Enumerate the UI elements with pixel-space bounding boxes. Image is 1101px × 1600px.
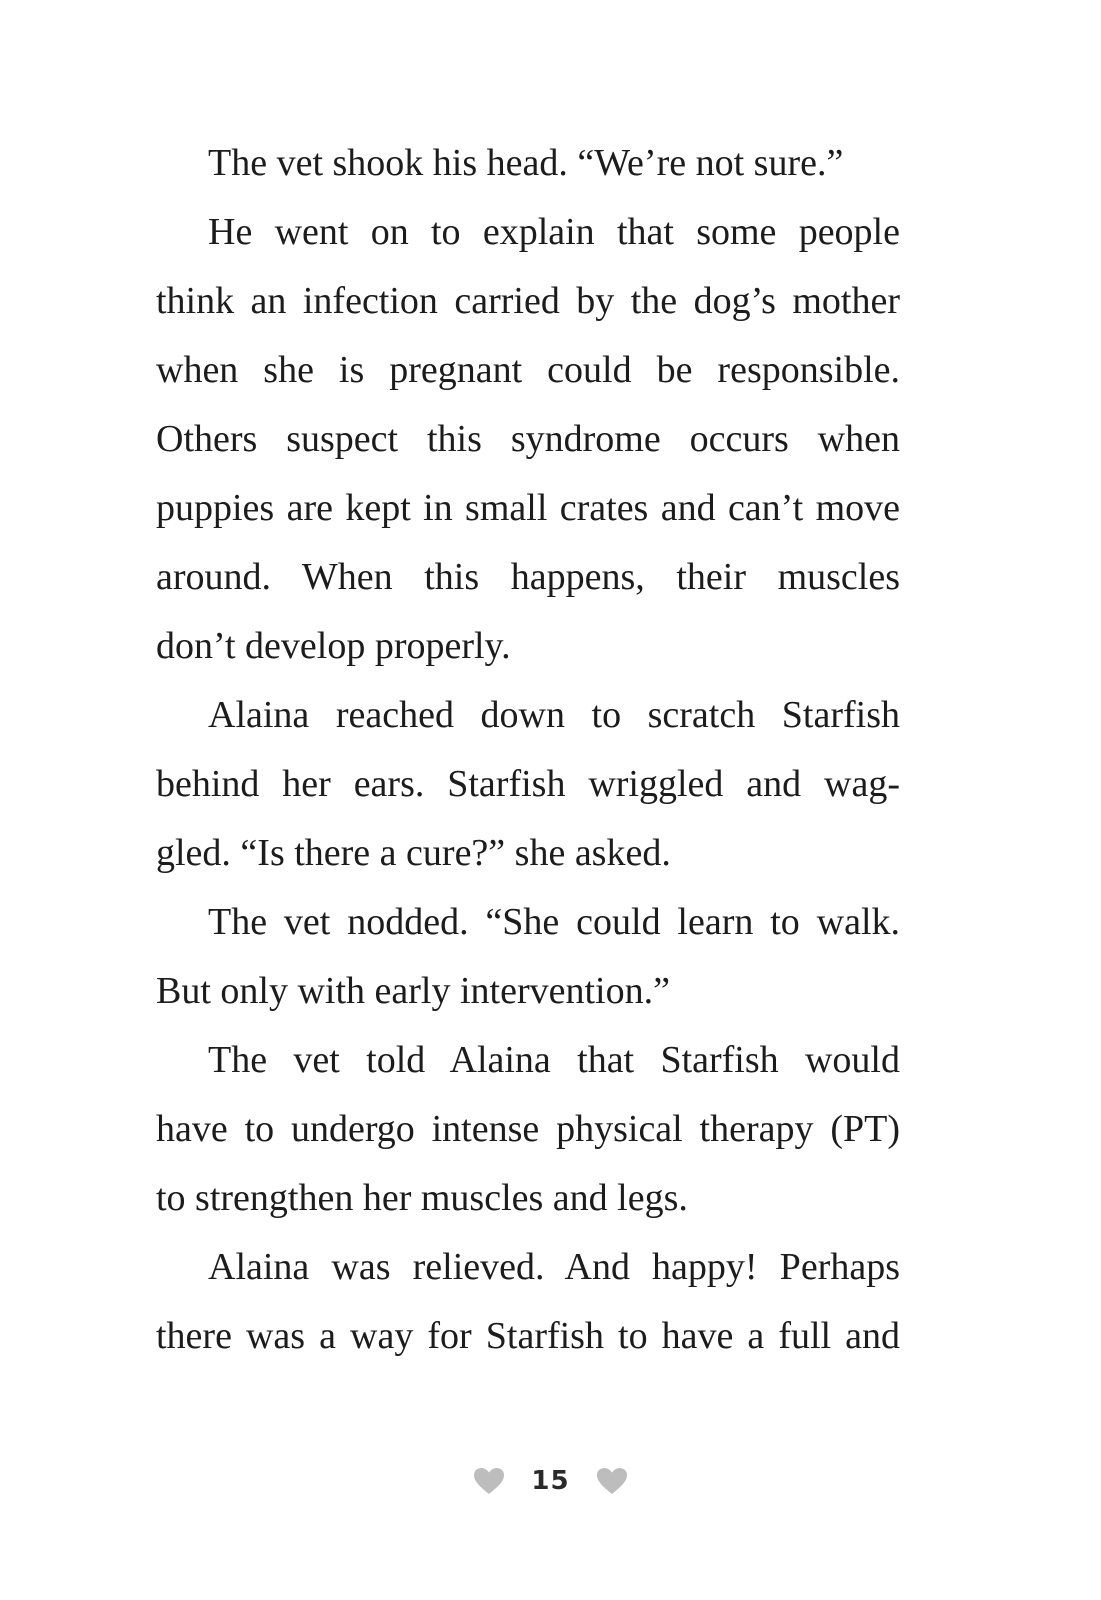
text-line <box>156 406 900 475</box>
text-line <box>156 820 900 889</box>
text-line-content: have to undergo intense physical therapy (PT) <box>156 1108 900 1150</box>
page-number: 15 <box>531 1466 570 1496</box>
text-line-content: Others suspect this syndrome occurs when <box>156 418 900 460</box>
text-line-content: don’t develop properly. <box>156 625 511 667</box>
text-line-content: there was a way for Starfish to have a full and <box>156 1315 900 1357</box>
heart-icon-shape <box>474 1468 504 1494</box>
text-line <box>156 1096 900 1165</box>
text-line <box>156 889 900 958</box>
text-line-content: behind her ears. Starfish wriggled and wag- <box>156 763 900 805</box>
text-line-content: But only with early intervention.” <box>156 970 670 1012</box>
text-line-content: puppies are kept in small crates and can’t move <box>156 487 900 529</box>
page-footer <box>0 1456 1101 1506</box>
text-line <box>156 1027 900 1096</box>
text-line-content: gled. “Is there a cure?” she asked. <box>156 832 671 874</box>
text-line <box>156 1165 900 1234</box>
text-line-content: Alaina was relieved. And happy! Perhaps <box>208 1246 900 1288</box>
text-line <box>156 1303 900 1372</box>
text-line <box>156 268 900 337</box>
text-line <box>156 1234 900 1303</box>
text-line-content: around. When this happens, their muscles <box>156 556 900 598</box>
text-line-content: The vet shook his head. “We’re not sure.” <box>208 142 844 184</box>
text-line <box>156 544 900 613</box>
text-line <box>156 958 900 1027</box>
text-line-content: think an infection carried by the dog’s mother <box>156 280 900 322</box>
text-line-content: when she is pregnant could be responsible. <box>156 349 900 391</box>
text-line <box>156 130 900 199</box>
text-line <box>156 682 900 751</box>
heart-icon <box>473 1467 505 1495</box>
text-line <box>156 613 900 682</box>
body-text <box>156 130 900 1372</box>
text-line <box>156 199 900 268</box>
text-line <box>156 475 900 544</box>
text-line <box>156 751 900 820</box>
heart-icon-shape <box>597 1468 627 1494</box>
text-line-content: The vet told Alaina that Starfish would <box>208 1039 900 1081</box>
text-line-content: Alaina reached down to scratch Starfish <box>208 694 900 736</box>
text-line-content: He went on to explain that some people <box>208 211 900 253</box>
text-line-content: The vet nodded. “She could learn to walk. <box>208 901 900 943</box>
text-line <box>156 337 900 406</box>
heart-icon <box>596 1467 628 1495</box>
text-line-content: to strengthen her muscles and legs. <box>156 1177 688 1219</box>
